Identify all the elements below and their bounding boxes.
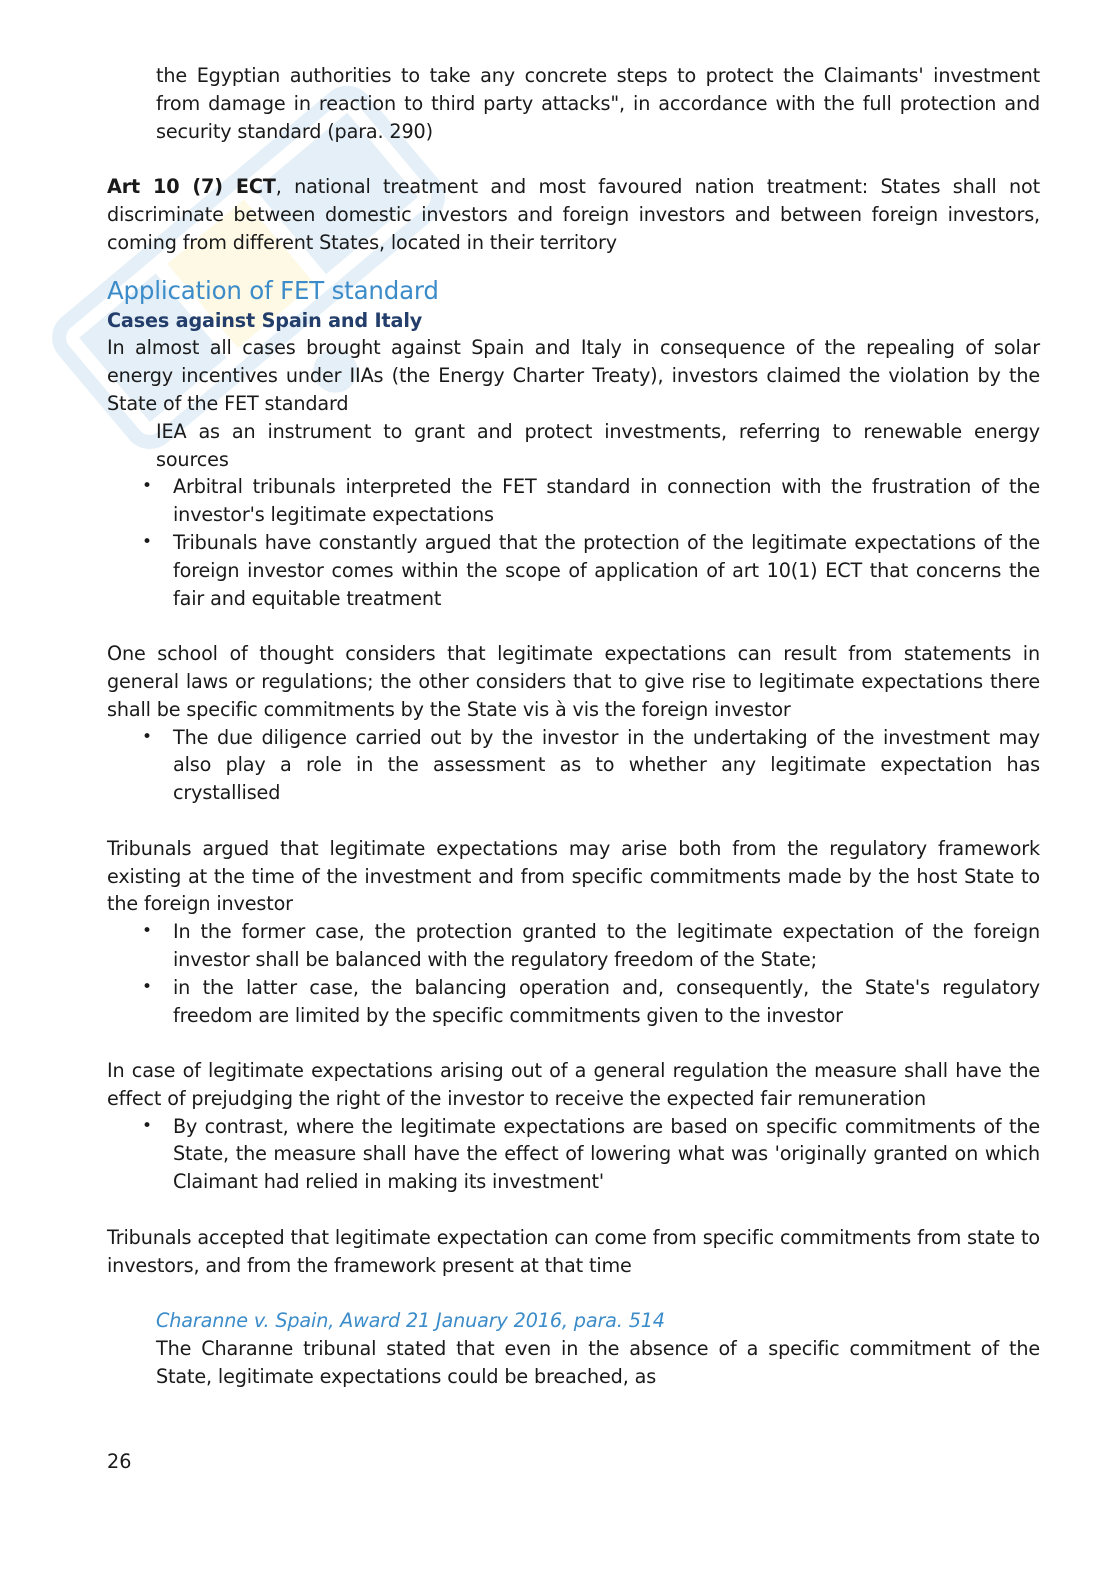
spacer xyxy=(107,145,1040,173)
spacer xyxy=(107,807,1040,835)
list-item-text: By contrast, where the legitimate expectations are based on specific commitments of the State, the measure shall have the effect of lowering what was 'originally granted on which Claimant had relied in making its investment' xyxy=(173,1114,1040,1194)
art10-text: , national treatment and most favoured nation treatment: States shall not discriminate between domestic investors and foreign investors and between foreign investors, coming from different States, located in their territory xyxy=(107,175,1040,254)
bullet-icon: • xyxy=(142,726,152,747)
indented-iea: IEA as an instrument to grant and protect investments, referring to renewable energy sources xyxy=(156,419,1040,471)
paragraph-accepted: Tribunals accepted that legitimate expectation can come from specific commitments from state to investors, and from the framework present at that time xyxy=(107,1225,1040,1277)
list-item xyxy=(142,724,1040,807)
art10-label: Art 10 (7) ECT xyxy=(107,175,276,199)
intro-quote: the Egyptian authorities to take any concrete steps to protect the Claimants' investment from damage in reaction to third party attacks", in accordance with the full protection and security standard (para. 290) xyxy=(156,64,1040,143)
art10-paragraph xyxy=(107,173,1040,256)
list-item xyxy=(142,473,1040,529)
list-item xyxy=(142,974,1040,1030)
case-text: The Charanne tribunal stated that even in the absence of a specific commitment of the State, legitimate expectations could be breached, as xyxy=(156,1337,1040,1388)
bullet-list-1 xyxy=(107,473,1040,612)
bullet-list-2 xyxy=(107,724,1040,807)
section-heading: Application of FET standard xyxy=(107,275,439,305)
bullet-list-3 xyxy=(107,918,1040,1029)
paragraph-tribunals-argued: Tribunals argued that legitimate expectations may arise both from the regulatory framework existing at the time of the investment and from specific commitments made by the host State to the foreign investor xyxy=(107,836,1040,916)
bullet-icon: • xyxy=(142,921,152,942)
spacer xyxy=(107,612,1040,640)
document-body xyxy=(107,62,1040,1391)
paragraph-school: One school of thought considers that legitimate expectations can result from statements in general laws or regulations; the other considers that to give rise to legitimate expectations there shall be specific commitments by the State vis à vis the foreign investor xyxy=(107,642,1040,721)
bullet-list-4 xyxy=(107,1113,1040,1196)
list-item xyxy=(142,529,1040,612)
page-number: 26 xyxy=(107,1450,132,1473)
case-citation: Charanne v. Spain, Award 21 January 2016, para. 514 xyxy=(156,1309,665,1333)
bullet-icon: • xyxy=(142,1115,152,1136)
list-item-text: In the former case, the protection granted to the legitimate expectation of the foreign investor shall be balanced with the regulatory freedom of the State; xyxy=(173,920,1040,971)
list-item-text: Arbitral tribunals interpreted the FET standard in connection with the frustration of the investor's legitimate expectations xyxy=(173,475,1040,527)
paragraph-cases: In almost all cases brought against Spain and Italy in consequence of the repealing of solar energy incentives under IIAs (the Energy Charter Treaty), investors claimed the violation by the State of the FET standard xyxy=(107,336,1040,415)
spacer xyxy=(107,257,1040,275)
spacer xyxy=(107,1029,1040,1057)
list-item-text: in the latter case, the balancing operation and, consequently, the State's regulatory freedom are limited by the specific commitments given to the investor xyxy=(173,975,1040,1027)
bullet-icon: • xyxy=(142,976,152,997)
spacer xyxy=(107,1196,1040,1224)
bullet-icon: • xyxy=(142,531,152,552)
subsection-heading: Cases against Spain and Italy xyxy=(107,308,423,332)
bullet-icon: • xyxy=(142,476,152,497)
paragraph-general-regulation: In case of legitimate expectations arising out of a general regulation the measure shall have the effect of prejudging the right of the investor to receive the expected fair remuneration xyxy=(107,1059,1040,1110)
list-item-text: Tribunals have constantly argued that the protection of the legitimate expectations of the foreign investor comes within the scope of application of art 10(1) ECT that concerns the fair and equitable treatment xyxy=(173,530,1040,610)
spacer xyxy=(107,1279,1040,1307)
list-item-text: The due diligence carried out by the investor in the undertaking of the investment may also play a role in the assessment as to whether any legitimate expectation has crystallised xyxy=(173,725,1040,805)
list-item xyxy=(142,1113,1040,1196)
list-item xyxy=(142,918,1040,974)
